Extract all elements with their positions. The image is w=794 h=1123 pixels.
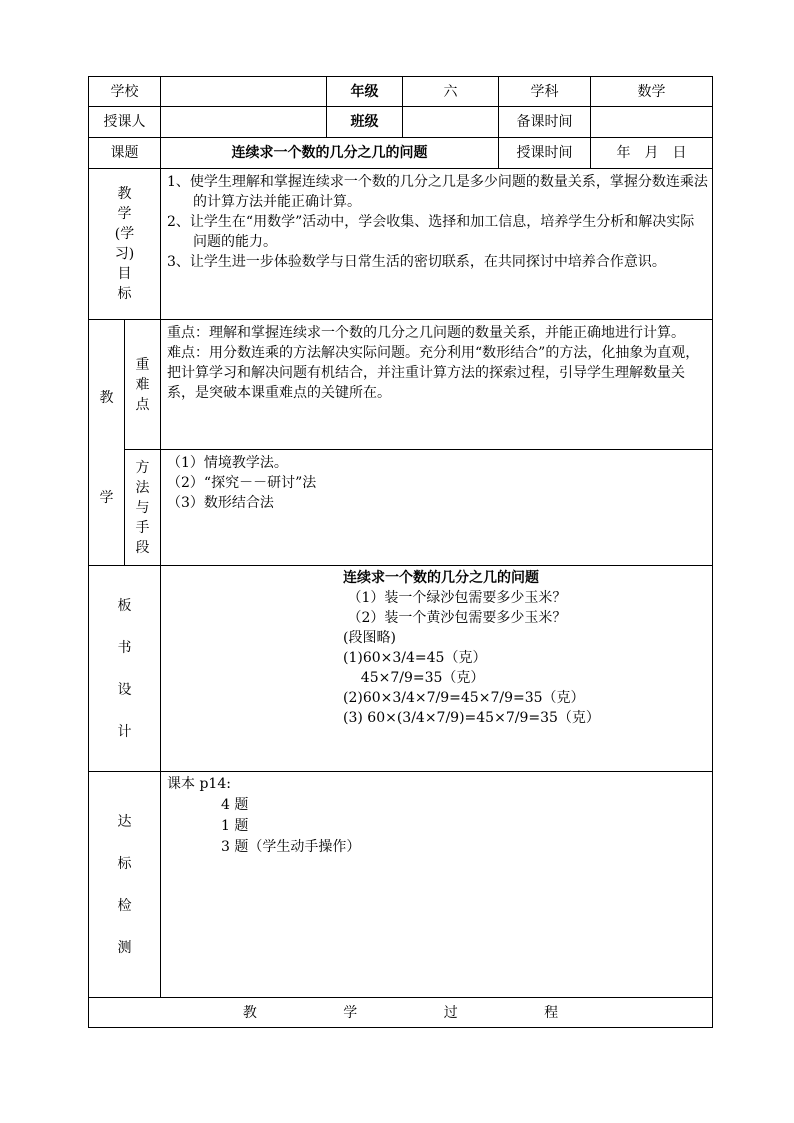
check-content <box>161 772 713 998</box>
goals-label: 教 学 (学 习) 目 标 <box>89 169 161 320</box>
board-line: (1)60×3/4=45（克） <box>343 650 487 666</box>
teacher-value <box>161 107 327 138</box>
class-value <box>403 107 499 138</box>
board-line: （2）装一个黄沙包需要多少玉米？ <box>343 610 567 626</box>
goals-content <box>161 169 713 320</box>
key-points-text: 重点：理解和掌握连续求一个数的几分之几问题的数量关系，并能正确地进行计算。 <box>167 325 685 341</box>
teaching-outer-label: 教 学 <box>89 320 125 566</box>
goal-item: 1、使学生理解和掌握连续求一个数的几分之几是多少问题的数量关系，掌握分数连乘法的计算方法并能正确计算。 <box>167 174 708 210</box>
prep-time-value <box>591 107 713 138</box>
grade-value: 六 <box>403 77 499 107</box>
board-line: 45×7/9=35（克） <box>343 670 485 686</box>
subject-value: 数学 <box>591 77 713 107</box>
check-intro: 课本 p14: <box>167 776 231 792</box>
board-content <box>161 566 713 772</box>
prep-time-label: 备课时间 <box>499 107 591 138</box>
class-label: 班级 <box>327 107 403 138</box>
check-item: 3 题（学生动手操作） <box>221 839 361 855</box>
methods-label: 方 法 与 手 段 <box>125 450 161 566</box>
check-label: 达 标 检 测 <box>89 772 161 998</box>
goal-item: 2、让学生在“用数学”活动中，学会收集、选择和加工信息，培养学生分析和解决实际问题的能力。 <box>167 214 695 250</box>
key-points-label: 重 难 点 <box>125 320 161 450</box>
school-value <box>161 77 327 107</box>
teacher-label: 授课人 <box>89 107 161 138</box>
teach-time-value: 年 月 日 <box>591 138 713 169</box>
grade-label: 年级 <box>327 77 403 107</box>
topic-label: 课题 <box>89 138 161 169</box>
check-item: 4 题 <box>221 797 249 813</box>
board-title: 连续求一个数的几分之几的问题 <box>343 570 539 586</box>
board-label: 板 书 设 计 <box>89 566 161 772</box>
board-line: （1）装一个绿沙包需要多少玉米？ <box>343 590 567 606</box>
teach-time-label: 授课时间 <box>499 138 591 169</box>
goal-item: 3、让学生进一步体验数学与日常生活的密切联系，在共同探讨中培养合作意识。 <box>167 254 666 270</box>
board-line: (3) 60×(3/4×7/9)=45×7/9=35（克） <box>343 710 600 726</box>
topic-value: 连续求一个数的几分之几的问题 <box>161 138 499 169</box>
method-item: （1）情境教学法。 <box>167 455 288 471</box>
process-heading: 教 学 过 程 <box>89 998 713 1028</box>
method-item: （2）“探究－－研讨”法 <box>167 475 317 491</box>
method-item: （3）数形结合法 <box>167 495 274 511</box>
subject-label: 学科 <box>499 77 591 107</box>
methods-content <box>161 450 713 566</box>
board-line: (2)60×3/4×7/9=45×7/9=35（克） <box>343 690 585 706</box>
check-item: 1 题 <box>221 818 249 834</box>
school-label: 学校 <box>89 77 161 107</box>
difficult-points-text: 难点：用分数连乘的方法解决实际问题。充分利用“数形结合”的方法，化抽象为直观，把计算学习和解决问题有机结合，并注重计算方法的探索过程，引导学生理解数量关系，是突破本课重难点的关键所在。 <box>167 345 700 401</box>
board-line: (段图略) <box>343 630 396 646</box>
key-points-content <box>161 320 713 450</box>
lesson-plan-table <box>88 76 713 1028</box>
